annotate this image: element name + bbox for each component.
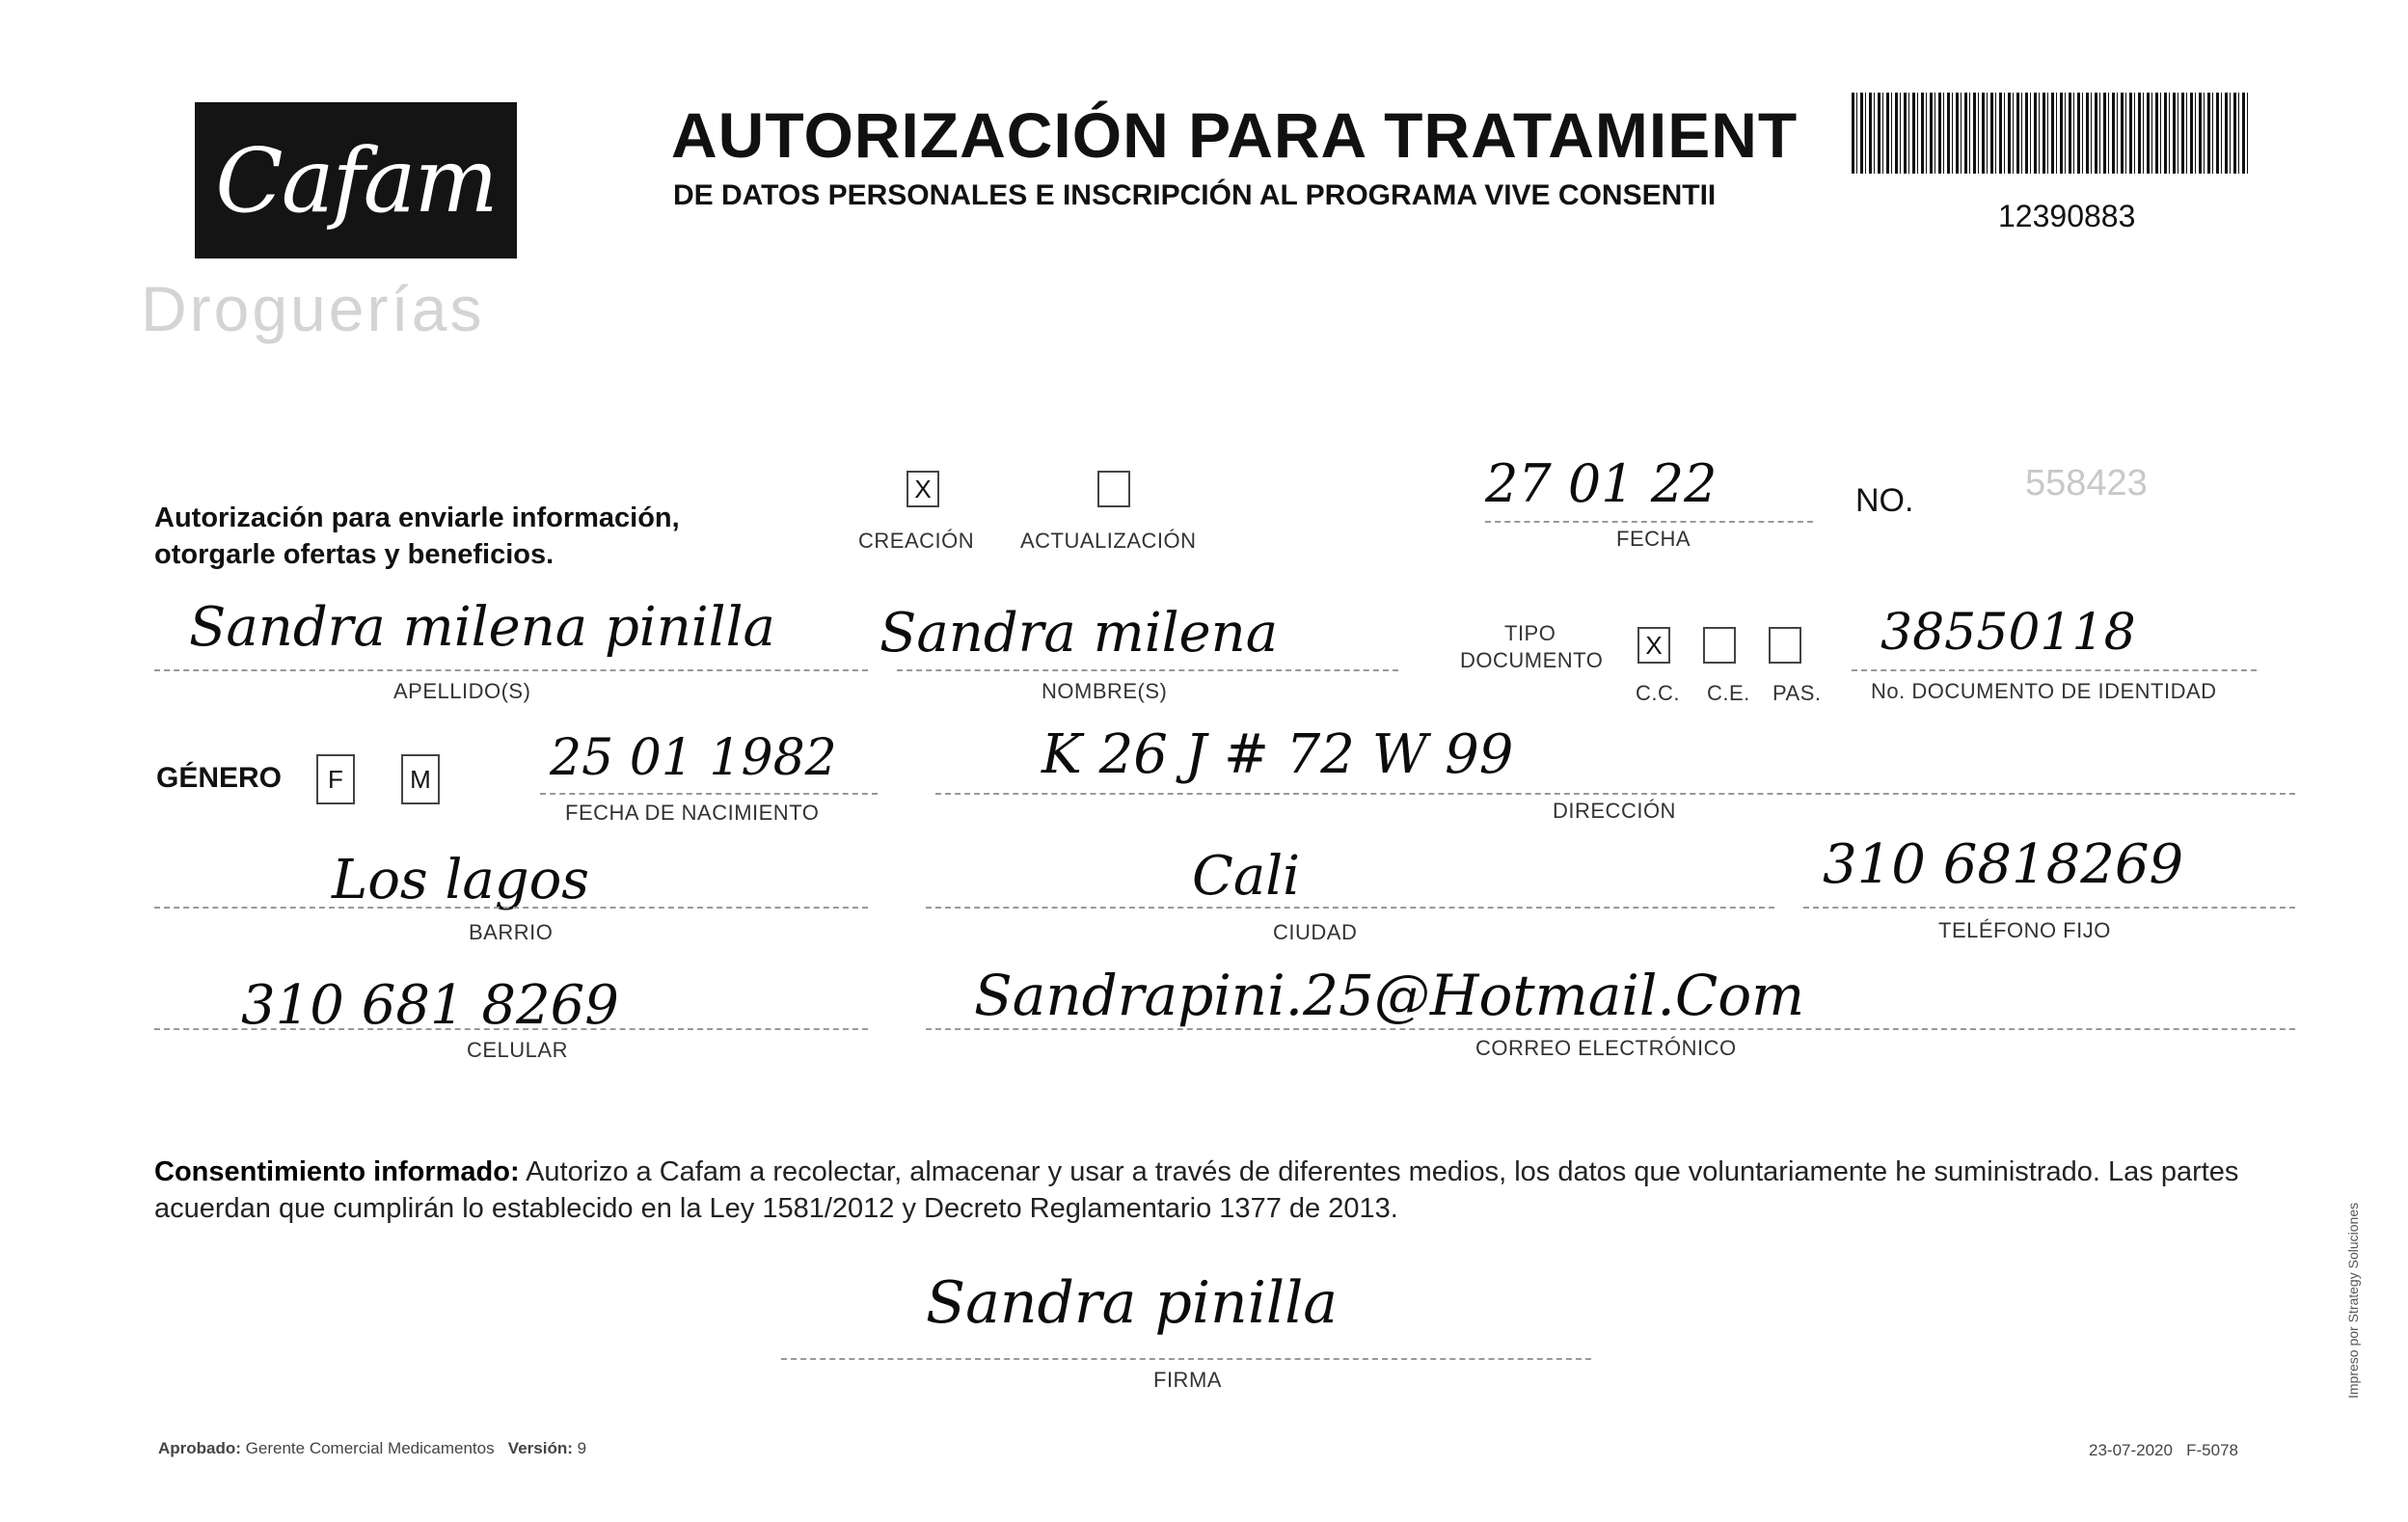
email-line — [926, 1028, 2295, 1030]
side-print-text: Impreso por Strategy Soluciones — [2345, 1202, 2361, 1399]
nombre-value[interactable]: Sandra milena — [879, 602, 1279, 665]
actualizacion-checkbox[interactable] — [1097, 471, 1130, 507]
signature-label: FIRMA — [1153, 1368, 1222, 1392]
cc-checkbox[interactable]: X — [1637, 627, 1670, 664]
birth-date-line — [540, 793, 878, 795]
telefono-line — [1803, 907, 2295, 909]
doc-number-value[interactable]: 38550118 — [1880, 604, 2136, 662]
document-title: AUTORIZACIÓN PARA TRATAMIENT — [671, 99, 1799, 171]
genero-label: GÉNERO — [156, 762, 283, 794]
celular-line — [154, 1028, 868, 1030]
version-label: Versión: — [507, 1439, 573, 1457]
celular-value[interactable]: 310 681 8269 — [241, 974, 619, 1037]
aprobado-value: Gerente Comercial Medicamentos — [245, 1439, 495, 1457]
barrio-value[interactable]: Los lagos — [332, 849, 590, 911]
creacion-label: CREACIÓN — [858, 529, 975, 553]
actualizacion-label: ACTUALIZACIÓN — [1020, 529, 1197, 553]
number-value: 558423 — [2025, 463, 2148, 503]
ciudad-label: CIUDAD — [1273, 920, 1358, 944]
pas-label: PAS. — [1772, 681, 1822, 705]
address-value[interactable]: K 26 J # 72 W 99 — [1042, 723, 1514, 786]
telefono-label: TELÉFONO FIJO — [1938, 918, 2111, 942]
email-value[interactable]: Sandrapini.25@Hotmail.Com — [974, 963, 1805, 1028]
barcode — [1852, 93, 2249, 174]
signature-value[interactable]: Sandra pinilla — [926, 1269, 1339, 1337]
footer-approved — [158, 1439, 586, 1458]
date-label: FECHA — [1616, 527, 1691, 551]
footer-date-code: 23-07-2020 — [2089, 1441, 2173, 1459]
intro-text — [154, 500, 680, 573]
logo-subtitle: Droguerías — [141, 273, 485, 344]
barrio-label: BARRIO — [469, 920, 554, 944]
signature-line — [781, 1358, 1591, 1360]
barrio-line — [154, 907, 868, 909]
birth-date-value[interactable]: 25 01 1982 — [550, 729, 837, 787]
date-value[interactable]: 27 01 22 — [1485, 453, 1718, 514]
intro-line-2: otorgarle ofertas y beneficios. — [154, 539, 555, 570]
address-line — [935, 793, 2295, 795]
gender-f-box[interactable]: F — [316, 754, 355, 804]
tipo-label-1: TIPO — [1504, 621, 1556, 645]
logo-text: Cafam — [215, 128, 497, 232]
date-line — [1485, 521, 1813, 523]
cc-label: C.C. — [1636, 681, 1680, 705]
doc-number-label: No. DOCUMENTO DE IDENTIDAD — [1871, 679, 2217, 703]
doc-number-line — [1852, 669, 2257, 671]
aprobado-label: Aprobado: — [158, 1439, 241, 1457]
number-label: NO. — [1855, 482, 1914, 519]
tipo-label-2: DOCUMENTO — [1460, 648, 1604, 672]
ciudad-line — [926, 907, 1774, 909]
document-subtitle: DE DATOS PERSONALES E INSCRIPCIÓN AL PROGRAMA VIVE CONSENTII — [673, 179, 1717, 211]
celular-label: CELULAR — [467, 1038, 568, 1062]
consent-title: Consentimiento informado: — [154, 1156, 520, 1187]
ciudad-value[interactable]: Cali — [1192, 845, 1301, 908]
apellido-label: APELLIDO(S) — [393, 679, 531, 703]
cafam-logo — [195, 102, 517, 258]
ce-label: C.E. — [1707, 681, 1750, 705]
nombre-label: NOMBRE(S) — [1042, 679, 1168, 703]
ce-checkbox[interactable] — [1703, 627, 1736, 664]
apellido-value[interactable]: Sandra milena pinilla — [189, 596, 775, 659]
address-label: DIRECCIÓN — [1553, 799, 1676, 823]
footer-form-code: F-5078 — [2186, 1441, 2239, 1459]
footer-codes — [2089, 1441, 2238, 1460]
pas-checkbox[interactable] — [1769, 627, 1801, 664]
version-value: 9 — [577, 1439, 587, 1457]
birth-date-label: FECHA DE NACIMIENTO — [565, 801, 820, 825]
apellido-line — [154, 669, 868, 671]
consent-text: Autorizo a Cafam a recolectar, almacenar y usar a través de diferentes medios, los datos que voluntariamente he suministrado. Las partes acuerdan que cumplirán lo establecido en la Ley 1581/2012 y Decreto Reglamentario 1377 de 2013. — [154, 1156, 2239, 1224]
email-label: CORREO ELECTRÓNICO — [1475, 1036, 1737, 1060]
barcode-number: 12390883 — [1998, 199, 2136, 233]
creacion-checkbox[interactable]: X — [906, 471, 939, 507]
gender-m-box[interactable]: M — [401, 754, 440, 804]
intro-line-1: Autorización para enviarle información, — [154, 503, 680, 533]
consent-paragraph — [154, 1154, 2276, 1227]
nombre-line — [897, 669, 1398, 671]
telefono-value[interactable]: 310 6818269 — [1823, 833, 2184, 896]
